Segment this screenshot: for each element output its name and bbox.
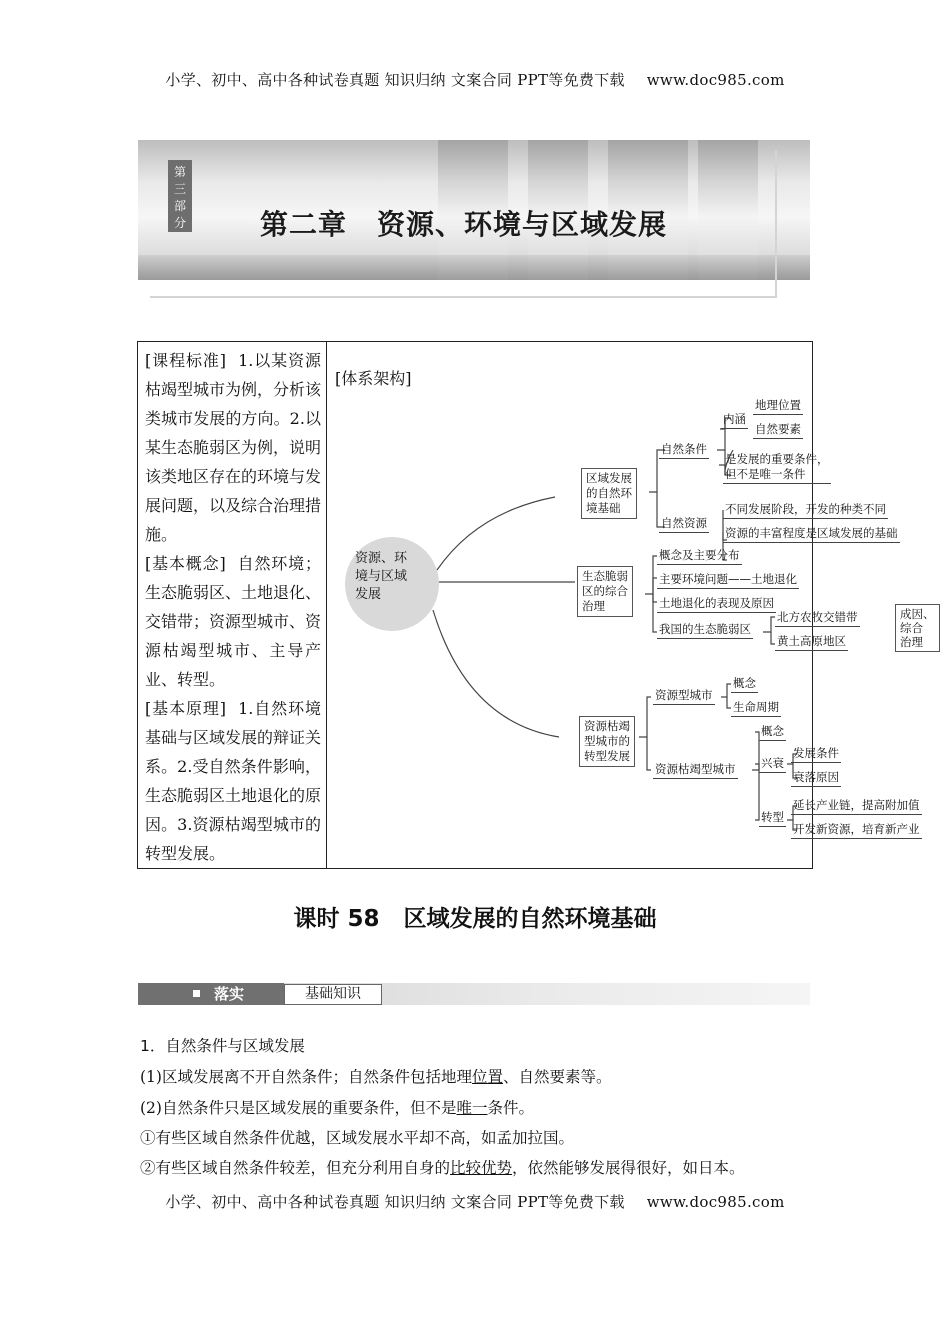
footer-url: www.doc985.com xyxy=(646,1193,785,1211)
richness-text: 资源的丰富程度是区域发展的基础 xyxy=(723,526,900,543)
part-tag: 第 三 部 分 xyxy=(168,160,192,232)
branch-depleted-cities: 资源枯竭 型城市的 转型发展 xyxy=(579,716,635,767)
transform-1: 延长产业链，提高附加值 xyxy=(791,798,922,815)
branch-natural-basis: 区域发展 的自然环 境基础 xyxy=(581,468,637,519)
transform: 转型 xyxy=(759,810,786,827)
concepts-text: 自然环境；生态脆弱区、土地退化、交错带；资源型城市、资源枯竭型城市、主导产业、转型。 xyxy=(145,554,322,689)
rc-life-cycle: 生命周期 xyxy=(731,700,781,717)
content-p3: ①有些区域自然条件优越，区域发展水平却不高，如孟加拉国。 xyxy=(140,1129,575,1147)
framework-label: [体系架构] xyxy=(335,369,412,388)
fragile-sub-1: 北方农牧交错带 xyxy=(775,610,860,627)
header-left-text: 小学、初中、高中各种试卷真题 知识归纳 文案合同 PPT等免费下载 xyxy=(165,71,625,89)
natural-conditions: 自然条件 xyxy=(659,442,709,459)
fragile-item-4: 我国的生态脆弱区 xyxy=(657,622,753,639)
fragile-item-3: 土地退化的表现及原因 xyxy=(657,596,776,613)
chapter-banner xyxy=(138,140,810,280)
lesson-name: 区域发展的自然环境基础 xyxy=(403,906,657,932)
content-heading: 1．自然条件与区域发展 xyxy=(140,1037,305,1055)
footer-left-text: 小学、初中、高中各种试卷真题 知识归纳 文案合同 PPT等免费下载 xyxy=(165,1193,625,1211)
mindmap xyxy=(327,392,935,868)
chapter-number: 第二章 xyxy=(260,208,348,241)
content-p2: (2)自然条件只是区域发展的重要条件，但不是唯一条件。 xyxy=(140,1099,534,1117)
development-conditions: 发展条件 xyxy=(791,746,841,763)
content-p4: ②有些区域自然条件较差，但充分利用自身的比较优势，依然能够发展得很好，如日本。 xyxy=(140,1159,745,1177)
rc-concept: 概念 xyxy=(731,676,758,693)
depleted-city: 资源枯竭型城市 xyxy=(653,762,738,779)
transform-2: 开发新资源，培育新产业 xyxy=(791,822,922,839)
section-tab-main: 落实 xyxy=(138,983,284,1005)
course-standards xyxy=(145,346,321,868)
lesson-number: 课时 58 xyxy=(293,906,380,932)
page-header xyxy=(0,69,950,90)
principles-text: 1.自然环境基础与区域发展的辩证关系。2.受自然条件影响，生态脆弱区土地退化的原因。3.资源枯竭型城市的转型发展。 xyxy=(145,699,322,863)
decline-causes: 衰落原因 xyxy=(791,770,841,787)
lesson-title xyxy=(0,900,950,933)
standard-label: [课程标准] xyxy=(145,351,227,370)
header-url: www.doc985.com xyxy=(646,71,785,89)
geo-location: 地理位置 xyxy=(753,398,803,415)
connotation: 内涵 xyxy=(721,412,748,429)
resource-city: 资源型城市 xyxy=(653,688,715,705)
fragile-item-1: 概念及主要分布 xyxy=(657,548,742,565)
standard-text: 1.以某资源枯竭型城市为例，分析该类城市发展的方向。2.以某生态脆弱区为例，说明该类地区存在的环境与发展问题，以及综合治理措施。 xyxy=(145,351,322,544)
rise-fall: 兴衰 xyxy=(759,756,786,773)
chapter-name: 资源、环境与区域发展 xyxy=(377,208,668,241)
section-bar xyxy=(138,983,810,1005)
natural-resources: 自然资源 xyxy=(659,516,709,533)
fragile-item-2: 主要环境问题——土地退化 xyxy=(657,572,799,589)
branch-fragile-areas: 生态脆弱 区的综合 治理 xyxy=(577,566,633,617)
principles-label: [基本原理] xyxy=(145,699,227,718)
page-footer xyxy=(0,1191,950,1212)
course-table xyxy=(137,341,935,869)
mindmap-center: 资源、环 境与区域 发展 xyxy=(345,537,439,631)
important-condition: 是发展的重要条件， 但不是唯一条件 xyxy=(723,452,831,484)
stage-text: 不同发展阶段，开发的种类不同 xyxy=(723,502,888,519)
dc-concept: 概念 xyxy=(759,724,786,741)
content-p1: (1)区域发展离不开自然条件；自然条件包括地理位置、自然要素等。 xyxy=(140,1068,612,1086)
natural-elements: 自然要素 xyxy=(753,422,803,439)
fragile-causes: 成因、 综合 治理 xyxy=(895,604,940,652)
concepts-label: [基本概念] xyxy=(145,554,226,573)
fragile-sub-2: 黄土高原地区 xyxy=(775,634,848,651)
section-tab-sub: 基础知识 xyxy=(284,984,382,1005)
chapter-title xyxy=(260,203,667,243)
